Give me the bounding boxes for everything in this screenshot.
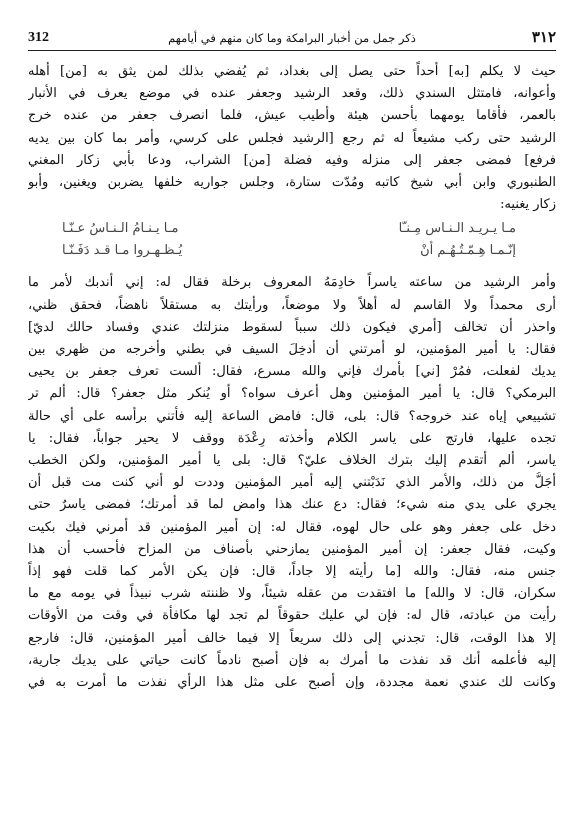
- text-line: إليه فأعلمه أنك قد نفذت ما أمرك به فإن أصبح نادماً كانت حياتي على يديك جارية،: [28, 652, 556, 668]
- hemistich-first: إنّـمـا هِـمّـتُـهُـم أنْ: [420, 243, 516, 259]
- page-number-latin: 312: [28, 30, 49, 45]
- text-line: وأعوانه، فامتثل السندي ذلك، وقعد الرشيد وجعفر عنده في موضع يعرف في الأنبار: [28, 86, 556, 102]
- text-line: تجده عليها، فارتج على ياسر الكلام وأخذته رِعْدَة ووقف لا يحير جواباً، فقال: يا: [28, 430, 556, 446]
- poem-verse: [28, 218, 556, 262]
- hemistich-second: يُـظـهـروا مـا قـد دَفَـنّـا: [62, 243, 183, 259]
- verse-line: [28, 240, 556, 262]
- hemistich-second: مـا يـنـامُ الـنـاسُ عـنّـا: [62, 221, 179, 237]
- verse-line: [28, 218, 556, 240]
- text-line: البرمكي؟ قال: يا أمير المؤمنين وهل أعرف سواه؟ أو يُنكر مثل جعفر؟ قال: ألم تر: [28, 386, 556, 402]
- text-line: ياسر، ألم أتقدم إليك بترك الخلاف عليّ؟ قال: بلى يا أمير المؤمنين، ولكن الخطب: [28, 453, 556, 469]
- text-line: وأمر الرشيد من ساعته ياسراً خادِمَهُ المعروف برخلة فقال له: إني أندبك لأمر ما: [28, 275, 556, 291]
- text-line: وكيت، فقال جعفر: إن أمير المؤمنين يمازحني بأصناف من المزاح فأحسب أن هذا: [28, 541, 556, 557]
- text-line: أرى محمداً ولا القاسم له أهلاً ولا موضعاً، ورأيتك به مستقلاً ناهضاً، فحقق ظني،: [28, 297, 556, 313]
- text-line: الطنبوري وابن أبي شيخ كاتبه ومُدّت ستارة، وجلس جواريه خلفها يضربن ويغنين، وأبو: [28, 175, 556, 191]
- running-title: ذكر جمل من أخبار البرامكة وما كان منهم في أيامهم: [168, 31, 416, 45]
- text-line: تشييعي إياه عند خروجه؟ قال: بلى، قال: فامض الساعة إليه فأتني برأسه على أي حالة: [28, 408, 556, 424]
- paragraph-1: [28, 61, 556, 216]
- book-page: [28, 28, 556, 824]
- text-line: دخل على جعفر وهو على حال لهوه، فقال له: إن أمير المؤمنين قد أمرني فيك بكيت: [28, 519, 556, 535]
- text-line: إلا هذا الوقت، قال: تجدني إلى ذلك سريعاً إلا فيما خالف أمير المؤمنين، قال: فارجع: [28, 630, 556, 646]
- hemistich-first: مـا يـريـد الـنـاس مِـنـّا: [398, 221, 516, 237]
- text-line: الرشيد حتى ركب مشيعاً له ثم رجع [الرشيد فجلس على كرسي، وأمر بما كان بين يديه: [28, 130, 556, 146]
- text-line: وكانت لك عندي نعمة مجددة، وإن أصبح على مثل هذا الرأي نفذت ما أمرت به في: [28, 675, 556, 691]
- text-line: فرفع] فمضى جعفر إلى منزله وفيه فضلة [من] الشراب، ودعا بأبي زكار المغني: [28, 152, 556, 168]
- page-number-arabic: ٣١٢: [531, 28, 556, 46]
- text-line: أجَلُّ من ذلك، والأمر الذي نَدَبْتني إليه أمير المؤمنين وددت لو أني كنت مت قبل أن: [28, 475, 556, 491]
- text-line: زكار يغنيه:: [500, 197, 556, 213]
- text-line: فقال: يا أمير المؤمنين، لو أمرتني أن أدخِلَ السيف في بطني وأخرجه من ظهري بين: [28, 342, 556, 358]
- text-line: جنس منه، فقال: والله [ما رأيته إلا جاداً، قال: فإن يكن الأمر كما قلت فهو إذاً: [28, 564, 556, 580]
- text-line: حيث لا يكلم [به] أحداً حتى يصل إلى بغداد، ثم يُفضي بذلك لمن يثق به [من] أهله: [28, 64, 556, 79]
- text-line: بالعمر، فأقاما يومهما بأحسن هيئة وأطيب عيش، فلما انصرف جعفر من عنده خرج: [28, 108, 556, 124]
- text-line: يجري على يدي منه شيء؛ فقال: دع عنك هذا وامض لما قد أمرتك؛ فمضى ياسرٌ حتى: [28, 497, 556, 513]
- paragraph-2: [28, 272, 556, 694]
- text-line: سكران، قال: لا والله] ما افتقدت من عقله شيئاً، ولا ظننته شرب نبيذاً في يومه مع ما: [28, 586, 556, 602]
- page-header: [28, 28, 556, 51]
- text-line: واحذر أن تخالف [أمري فيكون ذلك سبباً لسقوط منزلتك عندي وفساد حالك لديّ]: [28, 319, 556, 335]
- text-line: رأيت من عبادته، قال له: فإن لي عليك حقوقاً لم تجد لها مكافأة في وقت من الأوقات: [28, 608, 556, 624]
- text-line: يديك لفعلت، فمُرْ [ني] بأمرك فإني والله مسرع، فقال: ألست تعرف جعفر بن يحيى: [28, 364, 556, 380]
